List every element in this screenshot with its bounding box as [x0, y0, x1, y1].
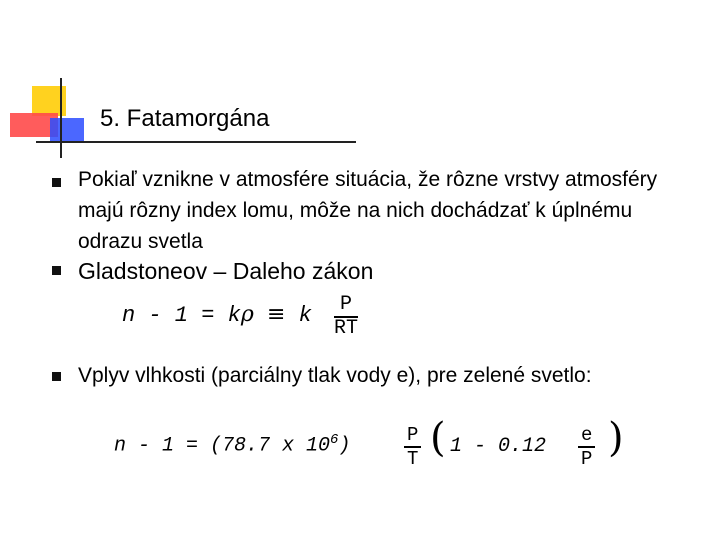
fraction-numerator: P — [404, 424, 421, 448]
big-close-paren: ) — [608, 415, 624, 461]
formula2-lhs: n - 1 = (78.7 x 10 — [114, 434, 331, 458]
bullet-marker — [52, 372, 61, 381]
bullet-marker — [52, 266, 61, 275]
bullet-text-2: Gladstoneov – Daleho zákon — [78, 258, 374, 284]
equiv-symbol: ≡ — [266, 302, 286, 327]
bullet-marker — [52, 178, 61, 187]
slide-title: 5. Fatamorgána — [100, 105, 270, 132]
formula-gladstone-dale — [122, 302, 312, 328]
bullet-text-3: Vplyv vlhkosti (parciálny tlak vody e), pre zelené svetlo: — [78, 364, 592, 387]
decor-vertical-line — [60, 78, 62, 158]
fraction-p-over-rt — [334, 294, 358, 340]
fraction-numerator: P — [334, 294, 358, 318]
decor-title-underline — [36, 141, 356, 143]
fraction-p-over-t — [404, 424, 421, 470]
big-open-paren: ( — [430, 415, 446, 461]
exponent: 6 — [330, 432, 339, 448]
fraction-denominator: RT — [334, 317, 359, 340]
fraction-numerator: e — [578, 424, 595, 448]
formula-k: k — [298, 303, 312, 328]
formula2-close-paren: ) — [338, 434, 351, 458]
formula2-mid: 1 - 0.12 — [450, 435, 547, 458]
fraction-e-over-p — [578, 424, 595, 470]
fraction-denominator: T — [407, 448, 419, 470]
formula-lhs: n - 1 = k — [122, 303, 241, 328]
decor-blue-square — [50, 118, 84, 142]
bullet-text-1: Pokiaľ vznikne v atmosfére situácia, že rôzne vrstvy atmosféry majú rôzny index lomu, môže na nich dochádzať k úplnému odrazu svetla — [78, 168, 658, 253]
formula-humidity — [114, 432, 350, 458]
fraction-denominator: P — [581, 448, 593, 470]
rho-symbol: ρ — [240, 302, 254, 327]
